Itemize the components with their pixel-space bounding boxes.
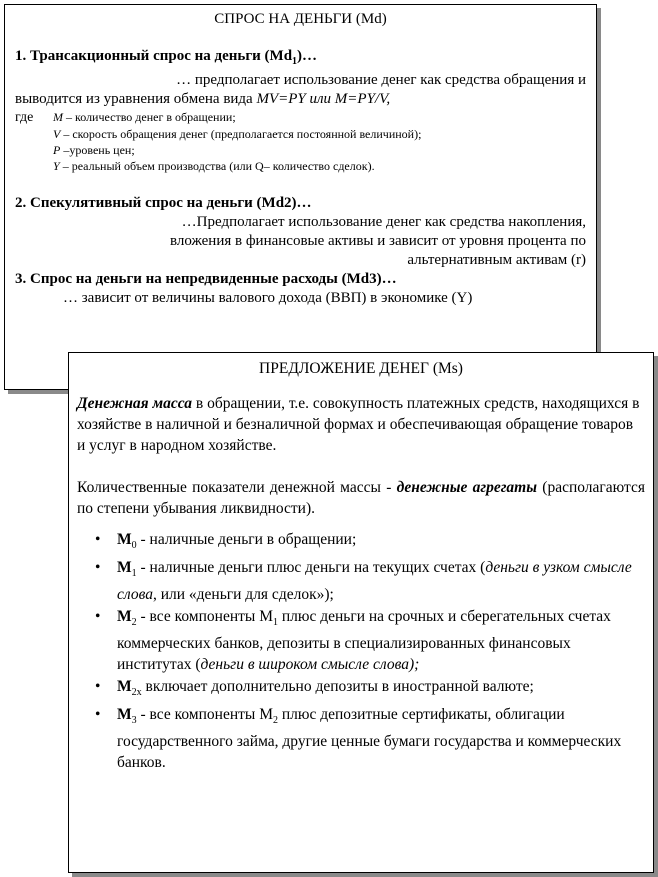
transaction-demand-line2: выводится из уравнения обмена вида MV=PY или M=PY/V, (15, 91, 391, 107)
bullet-icon: • (95, 531, 101, 548)
bullet-icon: • (95, 706, 101, 724)
where-y: Y – реальный объем производства (или Q– количество сделок). (53, 159, 375, 173)
speculative-demand-line1: …Предполагает использование денег как средства накопления, (181, 214, 586, 230)
list-item-m2x: • $М_{2х}$ включает дополнительно депозиты в иностранной валюте; (95, 678, 534, 699)
bullet-icon: • (95, 678, 101, 696)
bullet-icon: • (95, 608, 101, 626)
money-demand-box (4, 4, 597, 390)
precautionary-demand-heading: 3. Спрос на деньги на непредвиденные расходы (Md3)… (15, 271, 397, 287)
list-item-m0: • $М_0$ - наличные деньги в обращении; (95, 531, 357, 552)
exchange-equation: MV=PY или M=PY/V, (256, 91, 391, 107)
transaction-demand-line1: … предполагает использование денег как средства обращения и (176, 72, 586, 88)
bullet-icon: • (95, 559, 101, 577)
aggregates-list (77, 529, 645, 773)
money-aggregates-intro: Количественные показатели денежной массы - денежные агрегаты (располагаются по степени убывания ликвидности). (77, 479, 645, 517)
list-item-m2: • $М_2$ - все компоненты $М_1$ плюс деньги на срочных и сберегательных счетах коммерческих банков, депозиты в специализированных финансовых институтах (деньги в широком смысле слова); (95, 608, 611, 674)
list-item-m1: • $М_1$ - наличные деньги плюс деньги на текущих счетах (деньги в узком смысле слова, или «деньги для сделок»); (95, 559, 632, 604)
speculative-demand-line3: альтернативным активам (r) (407, 252, 586, 268)
where-p: P –уровень цен; (53, 143, 135, 157)
where-v: V – скорость обращения денег (предполагается постоянной величиной); (53, 127, 422, 141)
precautionary-demand-line1: … зависит от величины валового дохода (ВВП) в экономике (Y) (63, 290, 473, 306)
demand-title: СПРОС НА ДЕНЬГИ (Md) (214, 11, 387, 27)
transaction-demand-heading: 1. Трансакционный спрос на деньги $(Md_1)\dots$ (15, 48, 318, 67)
where-m: где M – количество денег в обращении; (15, 110, 236, 125)
list-item-m3: • $М_3$ - все компоненты $М_2$ плюс депозитные сертификаты, облигации государственного займа, другие ценные бумаги государства и коммерческих банков. (95, 706, 622, 772)
speculative-demand-heading: 2. Спекулятивный спрос на деньги (Md2)… (15, 195, 312, 211)
supply-title: ПРЕДЛОЖЕНИЕ ДЕНЕГ (Ms) (259, 360, 463, 377)
money-mass-definition: Денежная масса в обращении, т.е. совокупность платежных средств, находящихся в хозяйстве в наличной и безналичной формах и обеспечивающая обращение товаров и услуг в народном хозяйстве. (77, 395, 640, 454)
money-supply-box (68, 352, 654, 873)
speculative-demand-line2: вложения в финансовые активы и зависит от уровня процента по (169, 233, 586, 249)
